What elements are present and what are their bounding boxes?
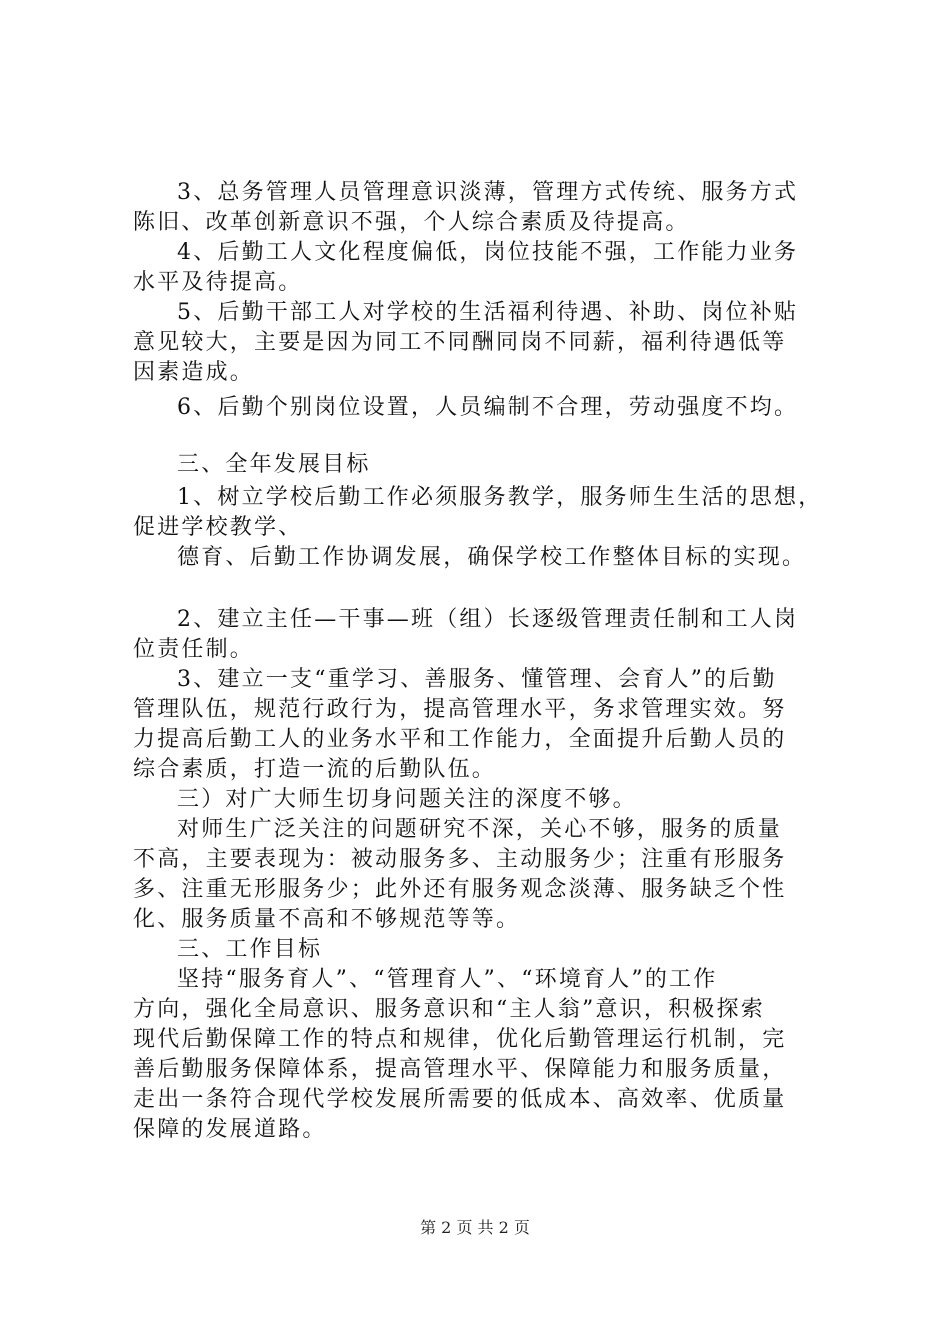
body-text-line: 坚持“服务育人”、“管理育人”、“环境育人”的工作 bbox=[177, 967, 718, 992]
body-text-line: 保障的发展道路。 bbox=[133, 1117, 327, 1142]
section-subheading: 三）对广大师生切身问题关注的深度不够。 bbox=[177, 787, 637, 812]
body-text-line: 6、后勤个别岗位设置，人员编制不合理，劳动强度不均。 bbox=[177, 395, 799, 420]
body-text-line: 方向，强化全局意识、服务意识和“主人翁”意识，积极探索 bbox=[133, 997, 765, 1022]
body-text-line: 水平及待提高。 bbox=[133, 270, 303, 295]
section-heading: 三、工作目标 bbox=[177, 937, 323, 962]
body-text-line: 意见较大，主要是因为同工不同酬同岗不同薪，福利待遇低等 bbox=[133, 330, 787, 355]
body-text-line: 力提高后勤工人的业务水平和工作能力，全面提升后勤人员的 bbox=[133, 727, 787, 752]
body-text-line: 善后勤服务保障体系，提高管理水平、保障能力和服务质量， bbox=[133, 1057, 787, 1082]
section-heading: 三、全年发展目标 bbox=[177, 452, 371, 477]
body-text-line: 因素造成。 bbox=[133, 360, 255, 385]
page-number-footer: 第 2 页 共 2 页 bbox=[420, 1218, 530, 1237]
body-text-line: 综合素质，打造一流的后勤队伍。 bbox=[133, 757, 497, 782]
body-text-line: 位责任制。 bbox=[133, 637, 255, 662]
body-text-line: 多、注重无形服务少；此外还有服务观念淡薄、服务缺乏个性 bbox=[133, 877, 787, 902]
body-text-line: 2、建立主任—干事—班（组）长逐级管理责任制和工人岗 bbox=[177, 607, 799, 632]
body-text-line: 德育、后勤工作协调发展，确保学校工作整体目标的实现。 bbox=[177, 545, 807, 570]
body-text-line: 5、后勤干部工人对学校的生活福利待遇、补助、岗位补贴 bbox=[177, 300, 799, 325]
body-text-line: 现代后勤保障工作的特点和规律，优化后勤管理运行机制，完 bbox=[133, 1027, 787, 1052]
body-text-line: 1、树立学校后勤工作必须服务教学，服务师生生活的思想， bbox=[177, 485, 823, 510]
body-text-line: 化、服务质量不高和不够规范等等。 bbox=[133, 907, 521, 932]
body-text-line: 对师生广泛关注的问题研究不深，关心不够，服务的质量 bbox=[177, 817, 783, 842]
body-text-line: 4、后勤工人文化程度偏低，岗位技能不强，工作能力业务 bbox=[177, 240, 799, 265]
body-text-line: 走出一条符合现代学校发展所需要的低成本、高效率、优质量 bbox=[133, 1087, 787, 1112]
body-text-line: 陈旧、改革创新意识不强，个人综合素质及待提高。 bbox=[133, 210, 690, 235]
body-text-line: 3、建立一支“重学习、善服务、懂管理、会育人”的后勤 bbox=[177, 667, 777, 692]
body-text-line: 3、总务管理人员管理意识淡薄，管理方式传统、服务方式 bbox=[177, 180, 799, 205]
body-text-line: 不高，主要表现为：被动服务多、主动服务少；注重有形服务 bbox=[133, 847, 787, 872]
body-text-line: 管理队伍，规范行政行为，提高管理水平，务求管理实效。努 bbox=[133, 697, 787, 722]
body-text-line: 促进学校教学、 bbox=[133, 515, 303, 540]
